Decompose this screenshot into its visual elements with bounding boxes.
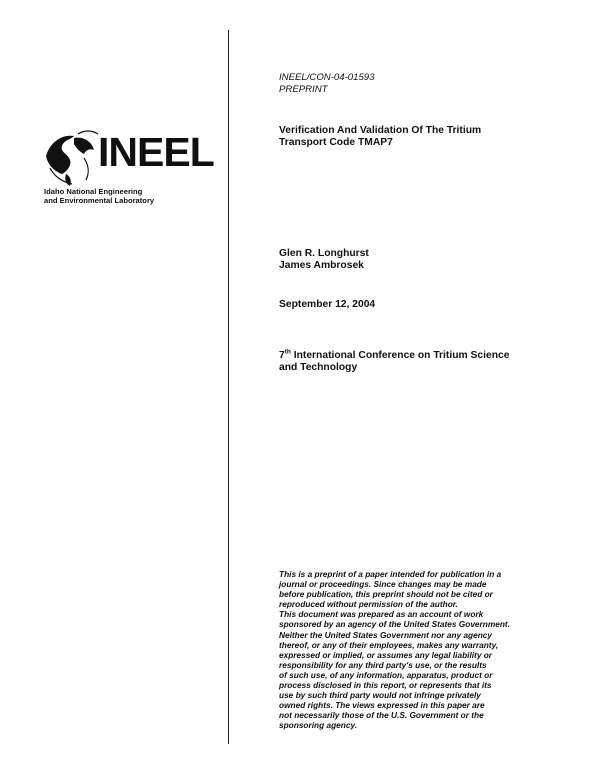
logo-subtitle-line2: and Environmental Laboratory bbox=[44, 196, 155, 205]
conference-line-2: and Technology bbox=[279, 362, 358, 374]
ineel-logo bbox=[40, 128, 230, 208]
report-id-block bbox=[279, 72, 579, 95]
author-name: Glen R. Longhurst bbox=[279, 248, 369, 259]
disclaimer-line: before publication, this preprint should not be cited or bbox=[279, 589, 493, 600]
title-line-2: Transport Code TMAP7 bbox=[279, 137, 393, 149]
disclaimer-line: responsibility for any third party's use, or the results bbox=[279, 659, 487, 670]
report-number: INEEL/CON-04-01593 bbox=[279, 72, 375, 83]
disclaimer-line: of such use, of any information, apparatus, product or bbox=[279, 669, 493, 680]
disclaimer-line: thereof, or any of their employees, makes any warranty, bbox=[279, 639, 499, 650]
publication-date: September 12, 2004 bbox=[279, 299, 376, 310]
disclaimer-line: use by such third party would not infringe privately bbox=[279, 690, 481, 701]
title-line-1: Verification And Validation Of The Tritium bbox=[279, 125, 482, 136]
report-type: PREPRINT bbox=[279, 83, 328, 95]
disclaimer-line: journal or proceedings. Since changes may be made bbox=[279, 579, 487, 590]
disclaimer-line: process disclosed in this report, or represents that its bbox=[279, 680, 492, 691]
paper-title bbox=[279, 125, 579, 150]
conference-ordinal: 7 bbox=[279, 350, 285, 361]
disclaimer-line: sponsored by an agency of the United States Government. bbox=[279, 619, 510, 630]
conference-ordinal-suffix: th bbox=[284, 348, 291, 356]
disclaimer-line: reproduced without permission of the author. bbox=[279, 599, 458, 610]
disclaimer-line: expressed or implied, or assumes any legal liability or bbox=[279, 649, 493, 660]
conference-name bbox=[279, 350, 569, 375]
disclaimer-line: not necessarily those of the U.S. Government or the bbox=[279, 710, 484, 721]
disclaimer-line: owned rights. The views expressed in this paper are bbox=[279, 700, 485, 711]
author-name: James Ambrosek bbox=[279, 260, 364, 272]
disclaimer-line: This document was prepared as an account of work bbox=[279, 609, 484, 620]
disclaimer-notice bbox=[279, 569, 569, 731]
disclaimer-line: This is a preprint of a paper intended for publication in a bbox=[279, 569, 502, 579]
disclaimer-line: sponsoring agency. bbox=[279, 720, 358, 731]
disclaimer-line: Neither the United States Government nor any agency bbox=[279, 629, 493, 640]
conference-line-1: International Conference on Tritium Science bbox=[290, 350, 510, 361]
author-list bbox=[279, 248, 579, 273]
logo-wordmark: INEEL bbox=[98, 129, 214, 175]
logo-subtitle-line1: Idaho National Engineering bbox=[44, 187, 143, 196]
